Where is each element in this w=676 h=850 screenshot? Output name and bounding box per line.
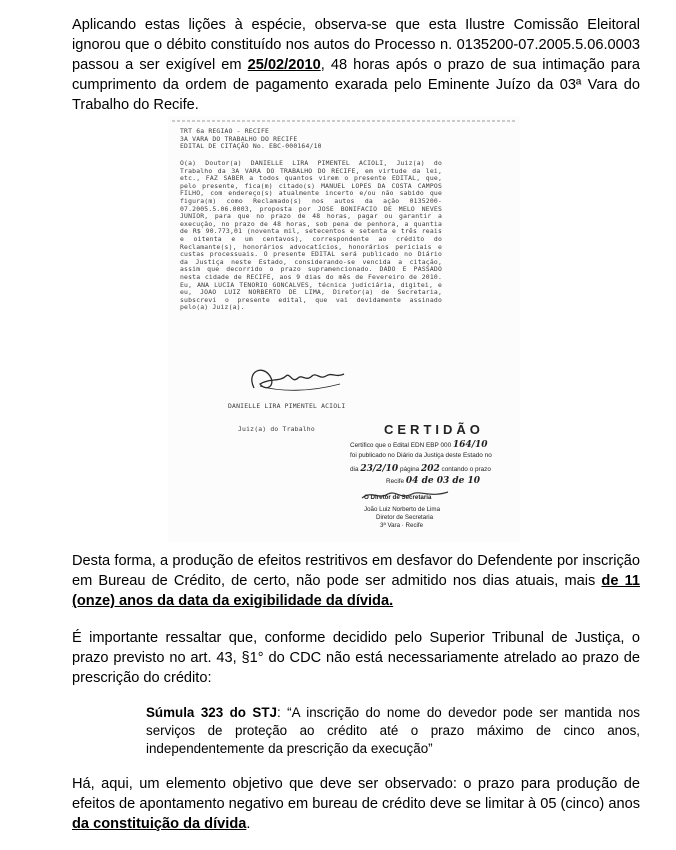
judge-role: Juiz(a) do Trabalho (238, 424, 315, 433)
scan-top-dash-line (168, 116, 520, 126)
sumula-label: Súmula 323 do STJ (146, 705, 277, 720)
stamp-line-4: Recife 04 de 03 de 10 (386, 476, 481, 486)
paragraph-stj-decision (72, 628, 640, 688)
paragraph-highlight: de 11 (onze) anos da data da exigibilidade da dívida. (72, 573, 640, 609)
paragraph-objective-element (72, 774, 640, 834)
paragraph-text: , 48 horas após o prazo de sua intimação para cumprimento da ordem de pagamento exarada pelo Eminente Juízo da 03ª Vara do Trabalho do Recife. (72, 57, 640, 113)
paragraph-highlight: da constituição da dívida (72, 816, 247, 832)
stamp-signer-role: Diretor de Secretaria (376, 514, 434, 521)
stamp-signer-name: João Luiz Norberto de Lima (364, 506, 441, 513)
edital-header: TRT 6a REGIAO - RECIFE 3A VARA DO TRABALHO DO RECIFE EDITAL DE CITAÇÃO No. EBC-000164/10 (180, 127, 322, 151)
paragraph-text: Desta forma, a produção de efeitos restritivos em desfavor do Defendente por inscrição em Bureau de Crédito, de certo, não pode ser admitido nos dias atuais, mais (72, 553, 640, 589)
paragraph-text: . (246, 816, 251, 832)
paragraph-text: Aplicando estas lições à espécie, observa-se que esta Ilustre Comissão Eleitoral ignorou que o débito constituído nos autos do Processo n. 0135200-07.2005.5.06.0003 passou a ser exigível em (72, 17, 640, 73)
stamp-line-1: Certifico que o Edital EDN EBP 000 164/10 (350, 440, 488, 450)
paragraph-restrictive-effects (72, 551, 640, 611)
stamp-title: CERTIDÃO (384, 422, 484, 437)
paragraph-exigibility (72, 15, 640, 115)
stamp-line-3: dia 23/2/10 página 202 contando o prazo (350, 464, 491, 474)
paragraph-text: É importante ressaltar que, conforme decidido pelo Superior Tribunal de Justiça, o prazo previsto no art. 43, §1° do CDC não está necessariamente atrelado ao prazo de prescrição do crédito: (72, 630, 640, 686)
certidao-stamp (346, 422, 508, 538)
stamp-signer-title: O Diretor de Secretaria (364, 494, 432, 501)
scanned-edital-image (168, 116, 520, 542)
stamp-certification-date: 04 de 03 de 10 (405, 476, 481, 486)
edital-body: O(a) Doutor(a) DANIELLE LIRA PIMENTEL ACIOLI, Juiz(a) do Trabalho da 3A VARA DO TRABALHO DO RECIFE, em virtude da lei, etc., FAZ SABER a todos quantos virem o presente EDITAL, que, pelo presente, fica(m) citado(s) MANUEL LOPES DA COSTA CAMPOS FILHO, com endereço(s) atualmente incerto e/ou não sabido que figura(m) como Reclamado(s) nos autos da ação 0135200-07.2005.5.06.0003, proposta por JOSE BONIFACIO DE MELO NEVES JUNIOR, para que no prazo de 48 horas, pagar ou garantir a execução, no prazo de 48 horas, sob pena de penhora, a quantia de R$ 90.773,01 (noventa mil, setecentos e setenta e três reais e oitenta e um centavos), correspondente ao crédito do Reclamante(s), honorários advocatícios, honorários periciais e custas processuais. O presente EDITAL será publicado no Diário da Justiça neste Estado, considerando-se vencida a citação, assim que decorrido o prazo supramencionado. DADO E PASSADO nesta cidade de RECIFE, aos 9 dias do mês de Fevereiro de 2010. Eu, ANA LUCIA TENORIO GONCALVES, técnica judiciária, digitei, e eu, JOAO LUIZ NORBERTO DE LIMA, Diretor(a) de Secretaria, subscrevi o presente edital, que vai devidamente assinado pelo(a) Juiz(a). (180, 159, 447, 312)
judge-name: DANIELLE LIRA PIMENTEL ACIOLI (228, 402, 346, 411)
stamp-publication-date: 23/2/10 (360, 464, 399, 474)
stamp-line-2: foi publicado no Diário da Justiça deste Estado no (350, 452, 492, 459)
paragraph-text: Há, aqui, um elemento objetivo que deve ser observado: o prazo para produção de efeitos de apontamento negativo em bureau de crédito deve se limitar à 05 (cinco) anos (72, 776, 640, 812)
exigibility-date: 25/02/2010 (247, 57, 321, 73)
stamp-page-number: 202 (420, 464, 440, 474)
sumula-text: : “A inscrição do nome do devedor pode ser mantida nos serviços de proteção ao crédito até o prazo máximo de cinco anos, independentemente da prescrição da execução” (146, 705, 640, 756)
sumula-quote (146, 704, 640, 758)
stamp-signer-unit: 3ª Vara · Recife (380, 522, 424, 529)
stamp-edital-number: 164/10 (452, 440, 488, 450)
